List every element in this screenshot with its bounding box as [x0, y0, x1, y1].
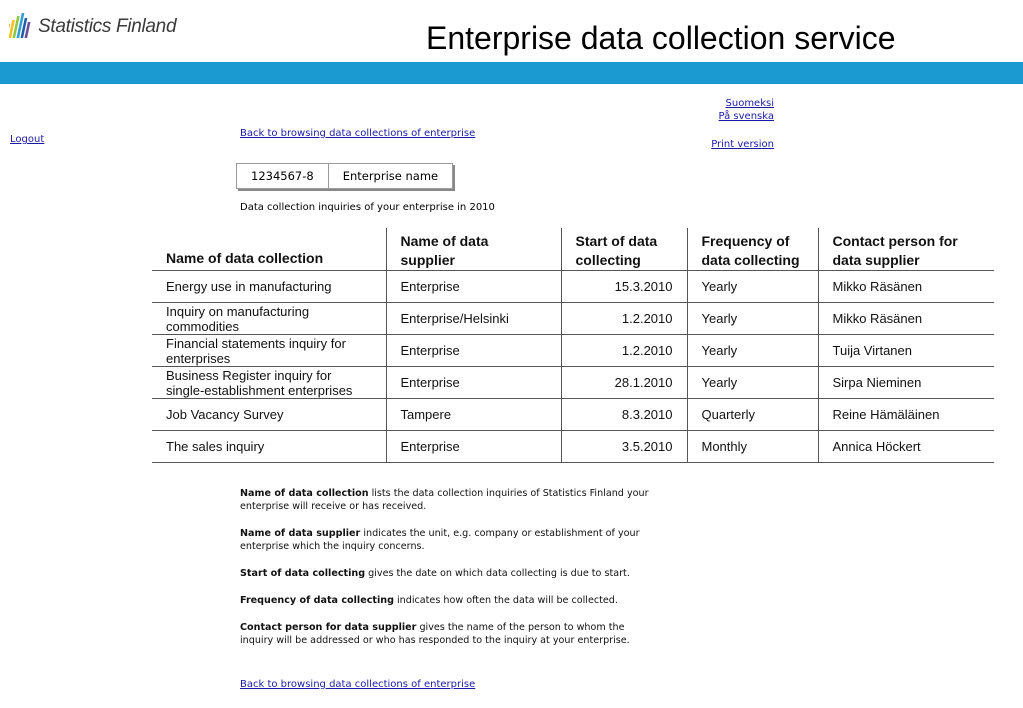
definition-item — [240, 594, 650, 607]
collection-name-cell: Inquiry on manufacturing commodities — [152, 303, 386, 335]
data-collections-table — [152, 228, 994, 463]
definition-term: Frequency of data collecting — [240, 595, 394, 606]
logo-bars-icon — [9, 12, 33, 42]
back-to-browsing-link-bottom[interactable]: Back to browsing data collections of enterprise — [240, 679, 476, 690]
header-band — [0, 62, 1023, 84]
start-date-cell: 1.2.2010 — [561, 303, 687, 335]
contact-person-cell: Mikko Räsänen — [818, 271, 994, 303]
contact-person-cell: Reine Hämäläinen — [818, 399, 994, 431]
collection-name-cell: Job Vacancy Survey — [152, 399, 386, 431]
supplier-name-cell: Tampere — [386, 399, 561, 431]
enterprise-id: 1234567-8 — [237, 164, 329, 188]
frequency-cell: Yearly — [687, 367, 818, 399]
contact-person-cell: Annica Höckert — [818, 431, 994, 463]
statistics-finland-logo — [9, 11, 176, 43]
collection-name-cell: Business Register inquiry for single-establishment enterprises — [152, 367, 386, 399]
frequency-cell: Quarterly — [687, 399, 818, 431]
language-finnish-link[interactable]: Suomeksi — [725, 98, 774, 109]
back-to-browsing-link[interactable]: Back to browsing data collections of enterprise — [240, 128, 476, 139]
table-row — [152, 431, 994, 463]
start-date-cell: 15.3.2010 — [561, 271, 687, 303]
definition-text: lists the data collection inquiries of Statistics Finland your enterprise will receive or has received. — [240, 488, 649, 512]
table-row — [152, 303, 994, 335]
header-start-date: Start of data collecting — [561, 228, 687, 271]
start-date-cell: 28.1.2010 — [561, 367, 687, 399]
language-swedish-link[interactable]: På svenska — [718, 111, 774, 122]
definition-term: Name of data collection — [240, 488, 369, 499]
contact-person-cell: Tuija Virtanen — [818, 335, 994, 367]
header-frequency: Frequency of data collecting — [687, 228, 818, 271]
start-date-cell: 3.5.2010 — [561, 431, 687, 463]
enterprise-info-box — [236, 163, 453, 189]
column-definitions — [240, 487, 650, 661]
definition-item — [240, 487, 650, 513]
collection-name-cell: Financial statements inquiry for enterprises — [152, 335, 386, 367]
header-supplier-name: Name of data supplier — [386, 228, 561, 271]
definition-item — [240, 527, 650, 553]
print-version-link[interactable]: Print version — [711, 139, 774, 150]
logout-link[interactable]: Logout — [10, 134, 45, 145]
table-header-row — [152, 228, 994, 271]
table-row — [152, 367, 994, 399]
definition-text: gives the name of the person to whom the inquiry will be addressed or who has responded to the inquiry at your enterprise. — [240, 622, 630, 646]
table-row — [152, 271, 994, 303]
supplier-name-cell: Enterprise — [386, 335, 561, 367]
definition-text: indicates how often the data will be collected. — [393, 595, 618, 606]
definition-item — [240, 567, 650, 580]
contact-person-cell: Sirpa Nieminen — [818, 367, 994, 399]
supplier-name-cell: Enterprise — [386, 367, 561, 399]
collection-name-cell: Energy use in manufacturing — [152, 271, 386, 303]
frequency-cell: Yearly — [687, 271, 818, 303]
table-row — [152, 399, 994, 431]
definition-term: Start of data collecting — [240, 568, 366, 579]
definition-item — [240, 621, 650, 647]
frequency-cell: Monthly — [687, 431, 818, 463]
header-contact-person: Contact person for data supplier — [818, 228, 994, 271]
supplier-name-cell: Enterprise — [386, 271, 561, 303]
definition-term: Contact person for data supplier — [240, 622, 417, 633]
page-title: Enterprise data collection service — [426, 20, 896, 56]
inquiries-caption: Data collection inquiries of your enterprise in 2010 — [240, 202, 495, 213]
frequency-cell: Yearly — [687, 335, 818, 367]
table-row — [152, 335, 994, 367]
supplier-name-cell: Enterprise/Helsinki — [386, 303, 561, 335]
definition-term: Name of data supplier — [240, 528, 361, 539]
collection-name-cell: The sales inquiry — [152, 431, 386, 463]
contact-person-cell: Mikko Räsänen — [818, 303, 994, 335]
header-collection-name: Name of data collection — [152, 228, 386, 271]
frequency-cell: Yearly — [687, 303, 818, 335]
logo-text: Statistics Finland — [38, 16, 177, 37]
definition-text: indicates the unit, e.g. company or establishment of your enterprise which the inquiry concerns. — [240, 528, 640, 552]
start-date-cell: 8.3.2010 — [561, 399, 687, 431]
start-date-cell: 1.2.2010 — [561, 335, 687, 367]
definition-text: gives the date on which data collecting is due to start. — [365, 568, 630, 579]
enterprise-name: Enterprise name — [342, 169, 439, 183]
supplier-name-cell: Enterprise — [386, 431, 561, 463]
